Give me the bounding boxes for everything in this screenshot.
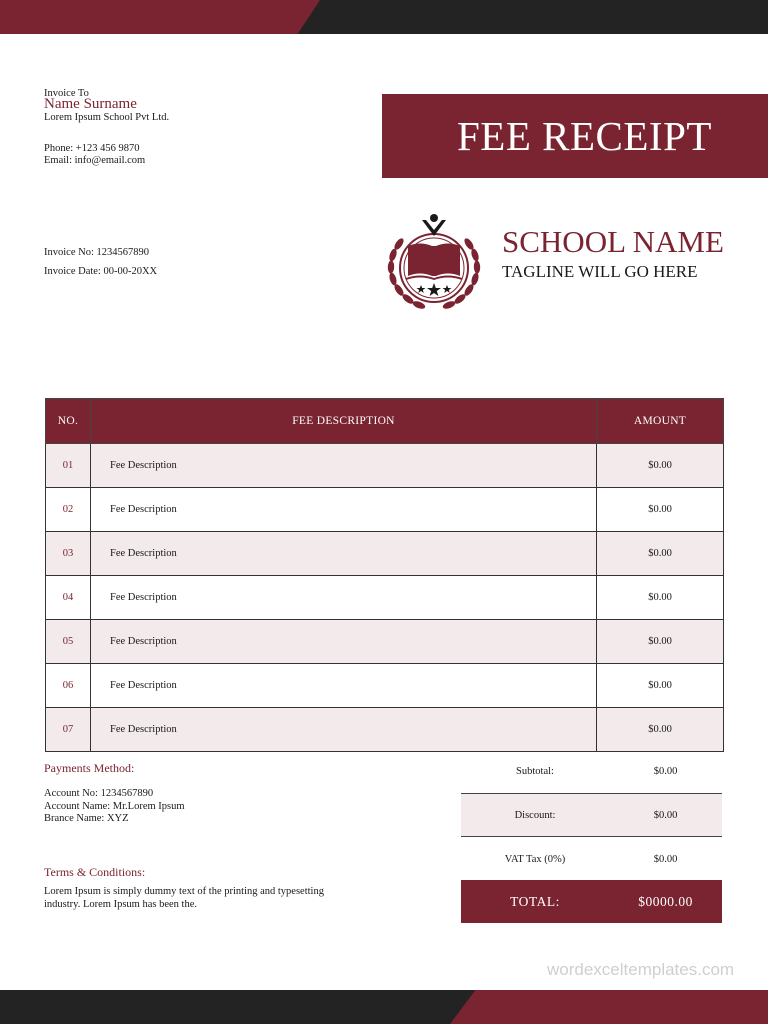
row-description: Fee Description — [91, 708, 597, 752]
school-tagline: TAGLINE WILL GO HERE — [502, 262, 698, 281]
subtotal-row — [461, 749, 722, 793]
vat-label: VAT Tax (0%) — [504, 853, 566, 865]
row-number: 02 — [46, 488, 91, 532]
contact-block — [44, 143, 145, 167]
terms-title: Terms & Conditions: — [44, 865, 146, 879]
row-number: 04 — [46, 576, 91, 620]
school-name: SCHOOL NAME — [502, 224, 724, 259]
top-accent-shape — [0, 0, 320, 34]
table-row — [46, 444, 724, 488]
vat-value: $0.00 — [653, 853, 678, 865]
total-row — [461, 880, 722, 923]
bill-to-block — [44, 88, 344, 124]
row-amount: $0.00 — [597, 664, 724, 708]
invoice-to-label: Invoice To — [44, 88, 89, 99]
discount-label: Discount: — [514, 809, 556, 821]
book-laurel-emblem-icon — [382, 210, 486, 314]
row-number: 03 — [46, 532, 91, 576]
header-amount: AMOUNT — [597, 399, 724, 444]
total-label: TOTAL: — [510, 893, 560, 909]
discount-value: $0.00 — [653, 809, 678, 821]
table-row — [46, 664, 724, 708]
table-row — [46, 488, 724, 532]
row-number: 05 — [46, 620, 91, 664]
table-row — [46, 708, 724, 752]
payments-method-block — [44, 761, 364, 826]
customer-name: Name Surname — [44, 96, 137, 112]
branch-name: Brance Name: XYZ — [44, 813, 129, 824]
receipt-title: FEE RECEIPT — [457, 113, 712, 159]
row-amount: $0.00 — [597, 620, 724, 664]
subtotal-value: $0.00 — [653, 765, 678, 777]
row-amount: $0.00 — [597, 576, 724, 620]
row-number: 01 — [46, 444, 91, 488]
header-no: NO. — [46, 399, 91, 444]
email-text: Email: info@email.com — [44, 155, 146, 166]
invoice-number: Invoice No: 1234567890 — [44, 247, 149, 258]
customer-company: Lorem Ipsum School Pvt Ltd. — [44, 112, 170, 123]
row-description: Fee Description — [91, 488, 597, 532]
total-value: $0000.00 — [638, 893, 693, 909]
row-description: Fee Description — [91, 444, 597, 488]
row-amount: $0.00 — [597, 488, 724, 532]
summary-block — [461, 749, 722, 881]
person-icon — [422, 214, 446, 236]
bottom-accent-shape — [450, 990, 768, 1024]
row-description: Fee Description — [91, 532, 597, 576]
fee-receipt-banner — [382, 94, 768, 178]
row-number: 07 — [46, 708, 91, 752]
table-row — [46, 620, 724, 664]
row-amount: $0.00 — [597, 708, 724, 752]
payments-title: Payments Method: — [44, 761, 135, 775]
row-description: Fee Description — [91, 576, 597, 620]
fee-table — [45, 398, 724, 752]
invoice-meta — [44, 243, 157, 281]
account-number: Account No: 1234567890 — [44, 788, 154, 799]
table-row — [46, 532, 724, 576]
header-description: FEE DESCRIPTION — [91, 399, 597, 444]
invoice-date: Invoice Date: 00-00-20XX — [44, 266, 158, 277]
table-row — [46, 576, 724, 620]
row-amount: $0.00 — [597, 532, 724, 576]
row-description: Fee Description — [91, 664, 597, 708]
discount-row — [461, 793, 722, 837]
subtotal-label: Subtotal: — [516, 765, 554, 777]
row-description: Fee Description — [91, 620, 597, 664]
vat-row — [461, 837, 722, 881]
row-amount: $0.00 — [597, 444, 724, 488]
row-number: 06 — [46, 664, 91, 708]
fee-table-header — [46, 399, 724, 444]
terms-text: Lorem Ipsum is simply dummy text of the printing and typesetting industry. Lorem Ipsum has been the. — [44, 886, 324, 910]
terms-block — [44, 865, 324, 911]
account-name: Account Name: Mr.Lorem Ipsum — [44, 800, 185, 812]
phone-text: Phone: +123 456 9870 — [44, 143, 140, 154]
watermark-text: wordexceltemplates.com — [547, 960, 735, 979]
